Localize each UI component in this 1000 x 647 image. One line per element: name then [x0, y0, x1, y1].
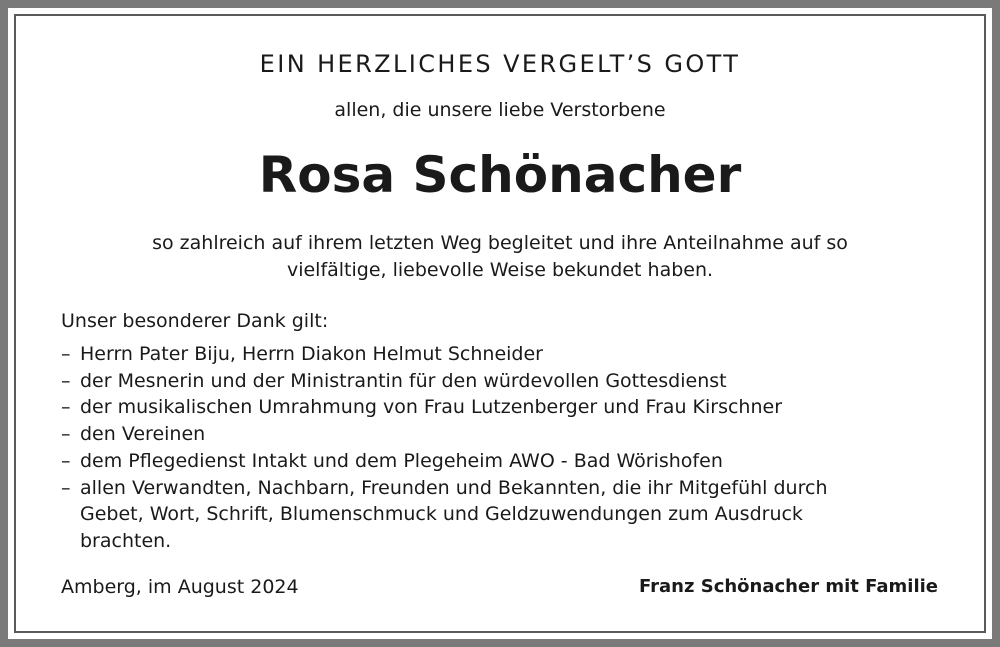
- list-item-text: der musikalischen Umrahmung von Frau Lutzenberger und Frau Kirschner: [80, 396, 783, 419]
- list-dash: –: [61, 449, 71, 472]
- notice-heading: EIN HERZLICHES VERGELT’S GOTT: [259, 50, 741, 78]
- list-item-text: brachten.: [80, 529, 172, 552]
- list-item: [61, 421, 828, 448]
- list-item: [61, 475, 828, 555]
- deceased-name: Rosa Schönacher: [258, 146, 742, 204]
- thanks-paragraph: [0, 230, 1000, 284]
- thanks-line: vielfältige, liebevolle Weise bekundet haben.: [286, 259, 714, 281]
- special-thanks-list: [61, 341, 828, 555]
- list-dash: –: [61, 343, 71, 365]
- list-item: [61, 448, 828, 475]
- list-item-text: allen Verwandten, Nachbarn, Freunden und Bekannten, die ihr Mitgefühl durch: [80, 476, 828, 499]
- list-item-text: Gebet, Wort, Schrift, Blumenschmuck und Geldzuwendungen zum Ausdruck: [80, 503, 803, 526]
- list-item-text: den Vereinen: [80, 423, 206, 446]
- list-item: [61, 368, 828, 395]
- list-dash: –: [61, 396, 71, 419]
- list-dash: –: [61, 369, 71, 392]
- list-item-text: Herrn Pater Biju, Herrn Diakon Helmut Schneider: [80, 343, 543, 365]
- list-dash: –: [61, 476, 71, 499]
- list-dash: –: [61, 423, 71, 446]
- list-item: [61, 394, 828, 421]
- thanks-line: so zahlreich auf ihrem letzten Weg begleitet und ihre Anteilnahme auf so: [152, 232, 848, 254]
- list-item-text: der Mesnerin und der Ministrantin für den würdevollen Gottesdienst: [80, 369, 727, 392]
- list-item: [61, 341, 828, 368]
- notice-intro: allen, die unsere liebe Verstorbene: [334, 99, 666, 121]
- signature: Franz Schönacher mit Familie: [639, 576, 938, 597]
- special-thanks-intro: Unser besonderer Dank gilt:: [61, 310, 329, 332]
- list-item-text: dem Pflegedienst Intakt und dem Plegeheim AWO - Bad Wörishofen: [80, 449, 723, 472]
- place-date: Amberg, im August 2024: [61, 576, 299, 598]
